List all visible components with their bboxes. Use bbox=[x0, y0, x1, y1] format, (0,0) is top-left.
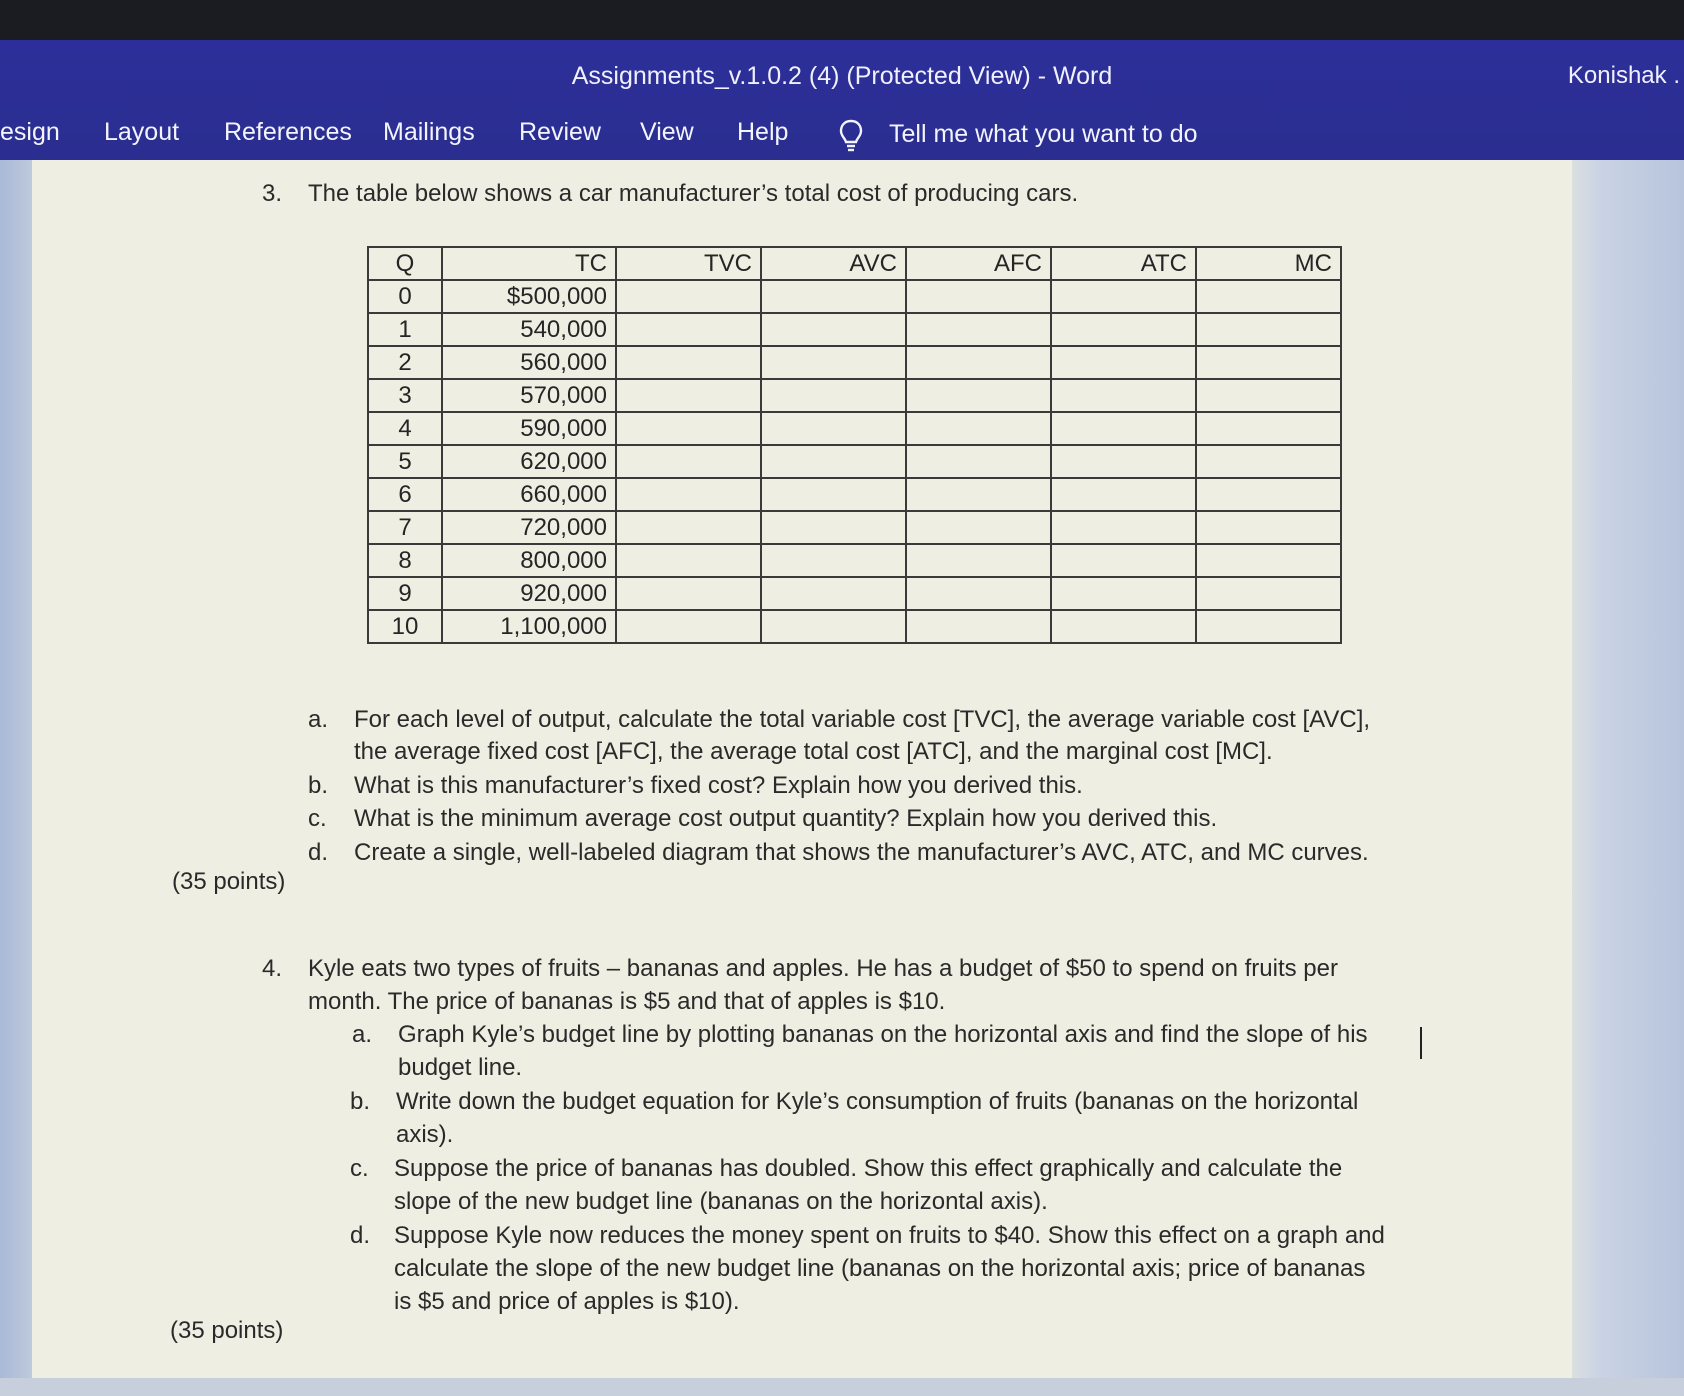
tab-layout[interactable]: Layout bbox=[104, 118, 180, 146]
cell-tvc[interactable] bbox=[616, 544, 761, 577]
cell-tvc[interactable] bbox=[616, 280, 761, 313]
cell-q: 2 bbox=[368, 346, 442, 379]
cell-atc[interactable] bbox=[1051, 445, 1196, 478]
table-header-row bbox=[368, 247, 1341, 280]
cell-atc[interactable] bbox=[1051, 346, 1196, 379]
q4-intro-line2: month. The price of bananas is $5 and that of apples is $10. bbox=[308, 988, 946, 1015]
cell-avc[interactable] bbox=[761, 610, 906, 643]
header-avc: AVC bbox=[761, 247, 906, 280]
table-row bbox=[368, 577, 1341, 610]
cell-mc[interactable] bbox=[1196, 346, 1341, 379]
q3-number: 3. bbox=[262, 180, 283, 207]
q4-item-c: c. bbox=[350, 1155, 369, 1182]
cell-avc[interactable] bbox=[761, 478, 906, 511]
header-afc: AFC bbox=[906, 247, 1051, 280]
cell-q: 9 bbox=[368, 577, 442, 610]
user-name[interactable]: Konishak . bbox=[1567, 62, 1680, 89]
cell-q: 7 bbox=[368, 511, 442, 544]
q3-a-line2: the average fixed cost [AFC], the average total cost [ATC], and the marginal cost [MC]. bbox=[354, 738, 1273, 765]
lightbulb-icon bbox=[838, 118, 864, 154]
q4-item-d: d. bbox=[350, 1222, 371, 1249]
q4-d-line1: Suppose Kyle now reduces the money spent on fruits to $40. Show this effect on a graph and bbox=[394, 1222, 1385, 1249]
cell-q: 3 bbox=[368, 379, 442, 412]
cell-mc[interactable] bbox=[1196, 445, 1341, 478]
cell-afc[interactable] bbox=[906, 379, 1051, 412]
table-row bbox=[368, 313, 1341, 346]
table-row bbox=[368, 544, 1341, 577]
tab-review[interactable]: Review bbox=[519, 118, 601, 146]
item-label: c. bbox=[308, 805, 327, 832]
table-row bbox=[368, 445, 1341, 478]
table-row bbox=[368, 511, 1341, 544]
cell-tc: 570,000 bbox=[442, 379, 616, 412]
tab-help[interactable]: Help bbox=[737, 118, 789, 146]
q4-c-line2: slope of the new budget line (bananas on the horizontal axis). bbox=[394, 1188, 1048, 1215]
q3-c-line1: What is the minimum average cost output quantity? Explain how you derived this. bbox=[354, 805, 1218, 832]
cell-afc[interactable] bbox=[906, 280, 1051, 313]
table-row bbox=[368, 412, 1341, 445]
item-label: d. bbox=[308, 839, 329, 866]
cell-tvc[interactable] bbox=[616, 346, 761, 379]
cell-mc[interactable] bbox=[1196, 313, 1341, 346]
cell-tc: 620,000 bbox=[442, 445, 616, 478]
cell-tc: 720,000 bbox=[442, 511, 616, 544]
tell-me-search[interactable]: Tell me what you want to do bbox=[889, 120, 1198, 148]
cell-q: 4 bbox=[368, 412, 442, 445]
cell-tc: 1,100,000 bbox=[442, 610, 616, 643]
q3-points: (35 points) bbox=[172, 868, 286, 895]
cell-avc[interactable] bbox=[761, 577, 906, 610]
cell-afc[interactable] bbox=[906, 346, 1051, 379]
header-mc: MC bbox=[1196, 247, 1341, 280]
cell-q: 1 bbox=[368, 313, 442, 346]
cell-atc[interactable] bbox=[1051, 313, 1196, 346]
cell-afc[interactable] bbox=[906, 445, 1051, 478]
cell-tvc[interactable] bbox=[616, 412, 761, 445]
table-row bbox=[368, 478, 1341, 511]
tab-mailings[interactable]: Mailings bbox=[383, 118, 475, 146]
cell-avc[interactable] bbox=[761, 445, 906, 478]
table-row bbox=[368, 280, 1341, 313]
cell-mc[interactable] bbox=[1196, 478, 1341, 511]
window-title: Assignments_v.1.0.2 (4) (Protected View) - Word bbox=[571, 62, 1113, 90]
ribbon-tabs bbox=[0, 118, 1684, 160]
cell-avc[interactable] bbox=[761, 412, 906, 445]
cell-atc[interactable] bbox=[1051, 379, 1196, 412]
tab-view[interactable]: View bbox=[640, 118, 694, 146]
cell-afc[interactable] bbox=[906, 577, 1051, 610]
cell-tc: 590,000 bbox=[442, 412, 616, 445]
q3-item-d bbox=[308, 839, 328, 867]
cell-atc[interactable] bbox=[1051, 280, 1196, 313]
cell-afc[interactable] bbox=[906, 610, 1051, 643]
header-atc: ATC bbox=[1051, 247, 1196, 280]
cell-q: 6 bbox=[368, 478, 442, 511]
cell-atc[interactable] bbox=[1051, 610, 1196, 643]
cell-afc[interactable] bbox=[906, 313, 1051, 346]
cell-mc[interactable] bbox=[1196, 544, 1341, 577]
cell-avc[interactable] bbox=[761, 280, 906, 313]
cell-tvc[interactable] bbox=[616, 445, 761, 478]
table-row bbox=[368, 379, 1341, 412]
q4-d-line2: calculate the slope of the new budget line (bananas on the horizontal axis; price of bananas bbox=[394, 1255, 1366, 1282]
table-row bbox=[368, 610, 1341, 643]
cell-tc: 660,000 bbox=[442, 478, 616, 511]
q3-a-line1: For each level of output, calculate the total variable cost [TVC], the average variable cost [AVC], bbox=[354, 706, 1371, 733]
q4-item-a: a. bbox=[352, 1021, 373, 1048]
cell-avc[interactable] bbox=[761, 313, 906, 346]
cell-avc[interactable] bbox=[761, 511, 906, 544]
cell-mc[interactable] bbox=[1196, 511, 1341, 544]
cell-atc[interactable] bbox=[1051, 577, 1196, 610]
cell-tc: 920,000 bbox=[442, 577, 616, 610]
header-tvc: TVC bbox=[616, 247, 761, 280]
cost-table bbox=[367, 246, 1342, 644]
cell-tvc[interactable] bbox=[616, 610, 761, 643]
q4-b-line2: axis). bbox=[396, 1121, 454, 1148]
q4-a-line1: Graph Kyle’s budget line by plotting bananas on the horizontal axis and find the slope of his bbox=[398, 1021, 1368, 1048]
cell-q: 8 bbox=[368, 544, 442, 577]
cell-mc[interactable] bbox=[1196, 379, 1341, 412]
cell-afc[interactable] bbox=[906, 478, 1051, 511]
header-tc: TC bbox=[442, 247, 616, 280]
cell-tvc[interactable] bbox=[616, 511, 761, 544]
cell-tc: 800,000 bbox=[442, 544, 616, 577]
cell-avc[interactable] bbox=[761, 544, 906, 577]
cell-mc[interactable] bbox=[1196, 412, 1341, 445]
q3-d-line1: Create a single, well-labeled diagram that shows the manufacturer’s AVC, ATC, and MC curves. bbox=[354, 839, 1369, 866]
cell-atc[interactable] bbox=[1051, 412, 1196, 445]
cell-q: 0 bbox=[368, 280, 442, 313]
cell-mc[interactable] bbox=[1196, 610, 1341, 643]
q3-item-c bbox=[308, 805, 327, 833]
q4-b-line1: Write down the budget equation for Kyle’s consumption of fruits (bananas on the horizontal bbox=[396, 1088, 1359, 1115]
status-area bbox=[0, 1378, 1684, 1396]
cell-q: 10 bbox=[368, 610, 442, 643]
q4-number: 4. bbox=[262, 955, 283, 982]
cell-atc[interactable] bbox=[1051, 544, 1196, 577]
q3-item-a-text bbox=[354, 706, 1370, 766]
cell-atc[interactable] bbox=[1051, 478, 1196, 511]
cell-avc[interactable] bbox=[761, 346, 906, 379]
tab-design[interactable]: esign bbox=[0, 118, 60, 146]
q4-a-line2: budget line. bbox=[398, 1054, 523, 1081]
cell-tvc[interactable] bbox=[616, 379, 761, 412]
cell-q: 5 bbox=[368, 445, 442, 478]
cell-atc[interactable] bbox=[1051, 511, 1196, 544]
cell-tc: $500,000 bbox=[442, 280, 616, 313]
tab-references[interactable]: References bbox=[224, 118, 352, 146]
monitor-bezel bbox=[0, 0, 1684, 40]
q4-d-line3: is $5 and price of apples is $10). bbox=[394, 1288, 740, 1315]
cell-tc: 560,000 bbox=[442, 346, 616, 379]
q3-item-a bbox=[308, 706, 328, 734]
cell-tvc[interactable] bbox=[616, 313, 761, 346]
cell-mc[interactable] bbox=[1196, 280, 1341, 313]
q4-c-line1: Suppose the price of bananas has doubled. Show this effect graphically and calculate the bbox=[394, 1155, 1343, 1182]
cell-avc[interactable] bbox=[761, 379, 906, 412]
q3-item-b bbox=[308, 772, 328, 800]
q4-points: (35 points) bbox=[170, 1317, 284, 1344]
cell-tvc[interactable] bbox=[616, 577, 761, 610]
q3-intro: The table below shows a car manufacturer’s total cost of producing cars. bbox=[308, 180, 1079, 207]
cell-tc: 540,000 bbox=[442, 313, 616, 346]
q3-b-line1: What is this manufacturer’s fixed cost? Explain how you derived this. bbox=[354, 772, 1083, 799]
text-cursor bbox=[1420, 1027, 1422, 1059]
cell-afc[interactable] bbox=[906, 511, 1051, 544]
cell-tvc[interactable] bbox=[616, 478, 761, 511]
cell-afc[interactable] bbox=[906, 544, 1051, 577]
q4-intro-line1: Kyle eats two types of fruits – bananas and apples. He has a budget of $50 to spend on fruits per bbox=[308, 955, 1338, 982]
item-label: b. bbox=[308, 772, 329, 799]
cell-mc[interactable] bbox=[1196, 577, 1341, 610]
cell-afc[interactable] bbox=[906, 412, 1051, 445]
header-q: Q bbox=[368, 247, 442, 280]
item-label: a. bbox=[308, 706, 329, 733]
table-row bbox=[368, 346, 1341, 379]
q4-item-b: b. bbox=[350, 1088, 371, 1115]
